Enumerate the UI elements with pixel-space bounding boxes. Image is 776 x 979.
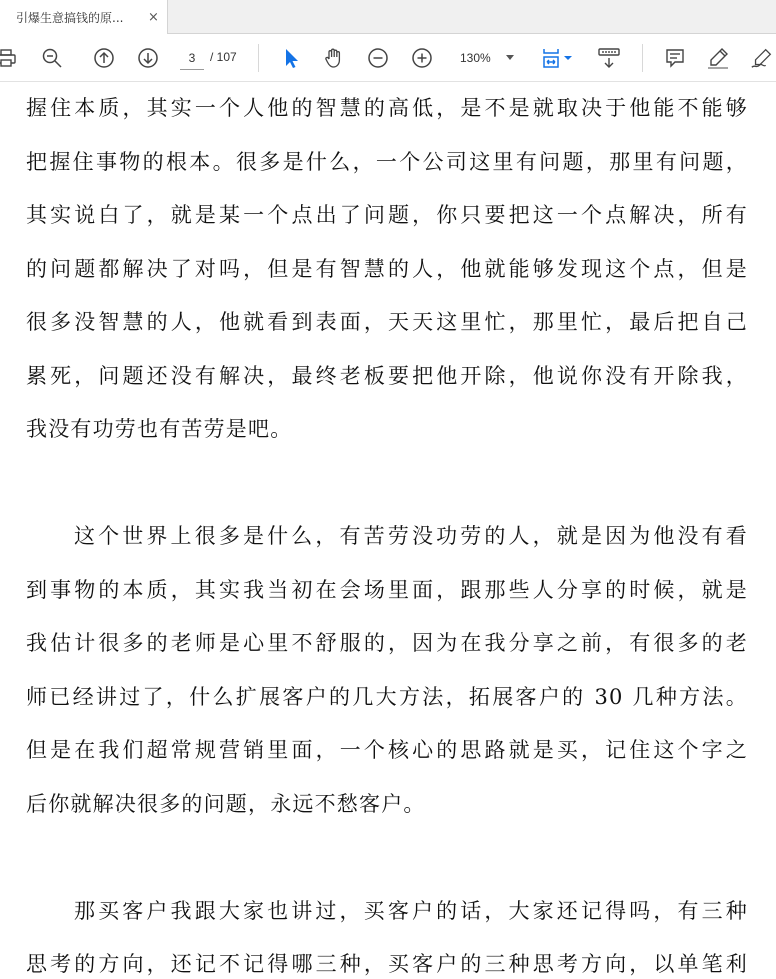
toolbar: [0, 34, 776, 82]
text-line: 累死，问题还没有解决，最终老板要把他开除，他说你没有开除我，: [26, 363, 748, 388]
text-line: 把握住事物的根本。很多是什么，一个公司这里有问题，那里有问题，: [26, 149, 748, 174]
text-line: 我估计很多的老师是心里不舒服的，因为在我分享之前，有很多的老: [26, 631, 748, 655]
zoom-out-icon[interactable]: [366, 46, 390, 70]
paragraph-gap: [26, 831, 748, 885]
paragraph: [26, 82, 748, 457]
paragraph-gap: [26, 457, 748, 511]
text-line: 很多没智慧的人，他就看到表面，天天这里忙，那里忙，最后把自己: [26, 310, 748, 334]
page-up-icon[interactable]: [92, 46, 116, 70]
document-text: [26, 82, 748, 979]
page-number-input[interactable]: [180, 47, 204, 70]
toolbar-divider: [258, 44, 259, 72]
zoom-value: 130%: [460, 51, 491, 65]
tab-title: 引爆生意搞钱的原...: [16, 10, 124, 25]
text-line: 师已经讲过了，什么扩展客户的几大方法，拓展客户的 30 几种方法。: [26, 684, 748, 709]
chevron-down-icon: [506, 55, 514, 61]
paragraph: [26, 885, 748, 979]
text-line: 后你就解决很多的问题，永远不愁客户。: [26, 791, 426, 816]
text-line: 到事物的本质，其实我当初在会场里面，跟那些人分享的时候，就是: [26, 577, 748, 602]
text-line: 这个世界上很多是什么，有苦劳没功劳的人，就是因为他没有看: [74, 524, 748, 548]
zoom-level-select[interactable]: [452, 46, 522, 70]
tab-bar: [0, 0, 776, 34]
text-line: 思考的方向，还记不记得哪三种，买客户的三种思考方向，以单笔利: [26, 952, 748, 976]
fit-page-icon[interactable]: [540, 46, 576, 70]
paragraph: [26, 510, 748, 831]
zoom-out-magnifier-icon[interactable]: [40, 46, 64, 70]
text-line: 其实说白了，就是某一个点出了问题，你只要把这一个点解决，所有: [26, 203, 748, 227]
comment-icon[interactable]: [663, 46, 687, 70]
scroll-mode-icon[interactable]: [597, 46, 621, 70]
print-icon[interactable]: [0, 46, 18, 70]
text-line: 那买客户我跟大家也讲过，买客户的话，大家还记得吗，有三种: [74, 898, 748, 923]
text-line: 握住本质，其实一个人他的智慧的高低，是不是就取决于他能不能够: [26, 96, 748, 120]
hand-tool-icon[interactable]: [322, 46, 346, 70]
text-line: 我没有功劳也有苦劳是吧。: [26, 417, 293, 441]
zoom-in-icon[interactable]: [410, 46, 434, 70]
text-line: 的问题都解决了对吗，但是有智慧的人，他就能够发现这个点，但是: [26, 256, 748, 281]
page-down-icon[interactable]: [136, 46, 160, 70]
text-line: 但是在我们超常规营销里面，一个核心的思路就是买，记住这个字之: [26, 738, 748, 762]
close-tab-icon[interactable]: ×: [148, 9, 159, 25]
document-page[interactable]: [0, 82, 776, 979]
document-tab[interactable]: [0, 0, 168, 34]
toolbar-divider: [642, 44, 643, 72]
sign-pen-icon[interactable]: [750, 46, 774, 70]
select-arrow-icon[interactable]: [279, 46, 303, 70]
page-total: / 107: [210, 50, 237, 64]
highlight-pen-icon[interactable]: [706, 46, 730, 70]
